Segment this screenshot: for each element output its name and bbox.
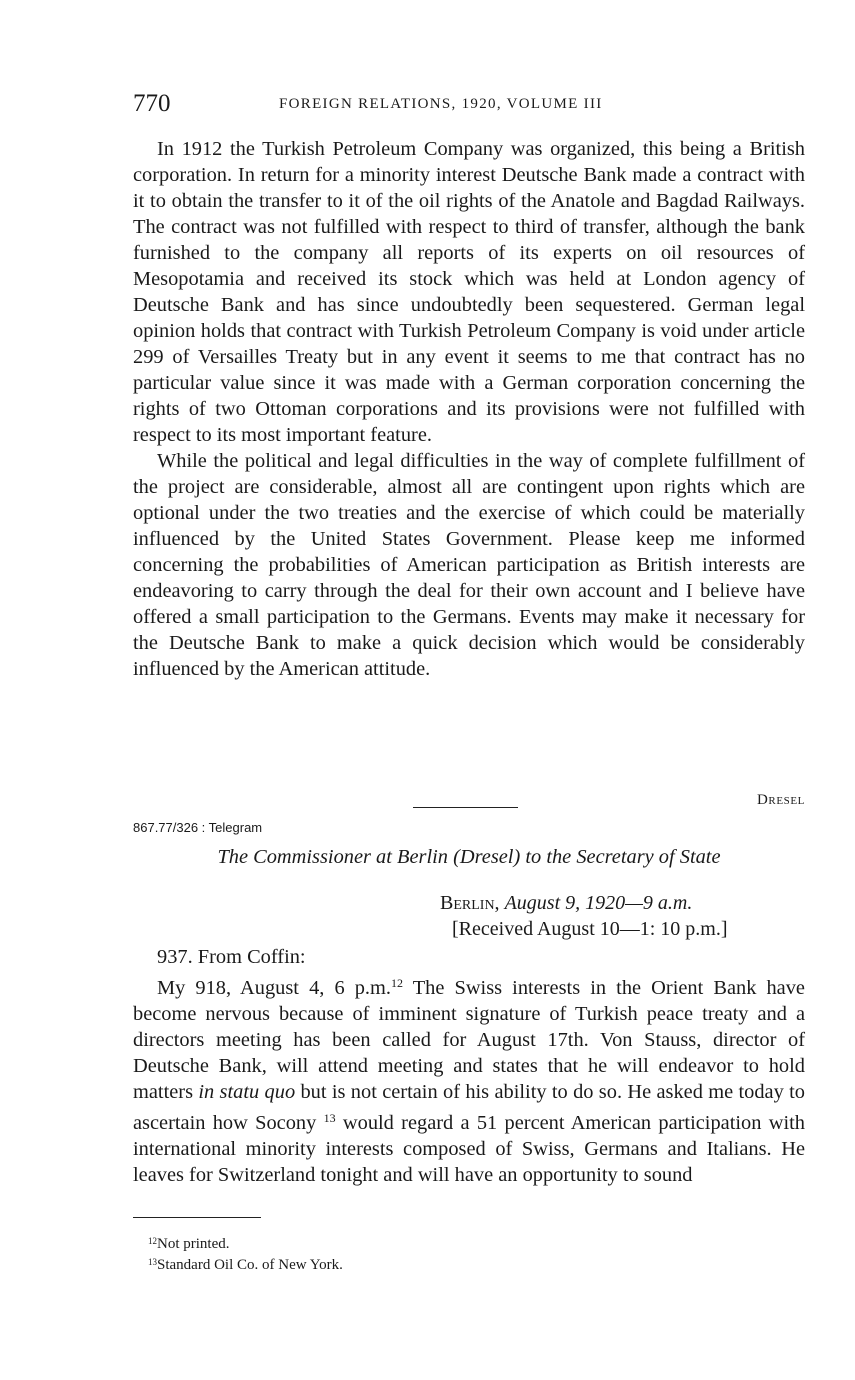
telegram-paragraph: [133, 970, 805, 1188]
file-number: 867.77/326 : Telegram: [133, 820, 263, 835]
body-middle: The Swiss interests in the Orient Bank have become nervous because of imminent signature of Turkish peace treaty and a directors meeting has been called for August 17th. Von Stauss, director of Deutsche Bank, will attend meeting and states that he will endeavor to hold matters: [133, 977, 805, 1103]
body-end: would regard a 51 percent American participation with international minority interests composed of Swiss, Germans and Italians. He leaves for Switzerland tonight and will have an opportunity to sound: [133, 1112, 805, 1186]
body-text-telegram: [133, 944, 805, 1188]
body-text-top: [133, 136, 805, 682]
paragraph: While the political and legal difficulties in the way of complete fulfillment of the project are considerable, almost all are contingent upon rights which are optional under the two treaties and the exercise of which could be materially influenced by the United States Government. Please keep me informed concerning the probabilities of American participation as British interests are endeavoring to carry through the deal for their own account and I believe have offered a small participation to the Germans. Events may make it necessary for the Deutsche Bank to make a quick decision which would be considerably influenced by the American attitude.: [133, 450, 805, 680]
footnote-ref: 13: [323, 1111, 336, 1125]
document-title: The Commissioner at Berlin (Dresel) to the Secretary of State: [217, 846, 721, 868]
footnote-text: Not printed.: [157, 1236, 230, 1252]
footnote-mark: 12: [148, 1236, 157, 1246]
dateline-city: Berlin,: [440, 892, 500, 914]
received-line: [Received August 10—1: 10 p.m.]: [452, 918, 728, 940]
footnote-rule: [133, 1217, 261, 1218]
signature: Dresel: [756, 792, 805, 808]
paragraph: In 1912 the Turkish Petroleum Company was organized, this being a British corporation. In return for a minority interest Deutsche Bank made a contract with it to obtain the transfer to it of the oil rights of the Anatole and Bagdad Railways. The contract was not fulfilled with respect to third of transfer, although the bank furnished to the company all reports of its experts on oil resources of Mesopotamia and received its stock which was held at London agency of Deutsche Bank and has since undoubtedly been sequestered. German legal opinion holds that contract with Turkish Petroleum Company is void under article 299 of Versailles Treaty but in any event it seems to me that contract has no particular value since it was made with a German corporation concerning the rights of two Ottoman corporations and its provisions were not fulfilled with respect to its most important feature.: [133, 138, 805, 446]
footnote-mark: 13: [148, 1257, 157, 1267]
dateline: [440, 892, 692, 915]
running-head: FOREIGN RELATIONS, 1920, VOLUME III: [279, 96, 603, 112]
body-start: My 918, August 4, 6 p.m.: [157, 977, 391, 999]
footnote: [148, 1253, 343, 1274]
page-number: 770: [133, 90, 171, 117]
telegram-opening: 937. From Coffin:: [157, 946, 306, 968]
footnote: [148, 1232, 343, 1253]
italic-phrase: in statu quo: [198, 1081, 296, 1103]
footnote-text: Standard Oil Co. of New York.: [157, 1257, 343, 1273]
section-divider: [413, 807, 518, 808]
dateline-date: August 9, 1920—9 a.m.: [504, 892, 693, 914]
body-middle: but is not certain of his ability to do so. He asked me today to ascertain how Socony: [133, 1081, 805, 1134]
footnote-ref: 12: [390, 976, 403, 990]
footnotes: [148, 1232, 343, 1274]
page-header: [133, 90, 805, 120]
